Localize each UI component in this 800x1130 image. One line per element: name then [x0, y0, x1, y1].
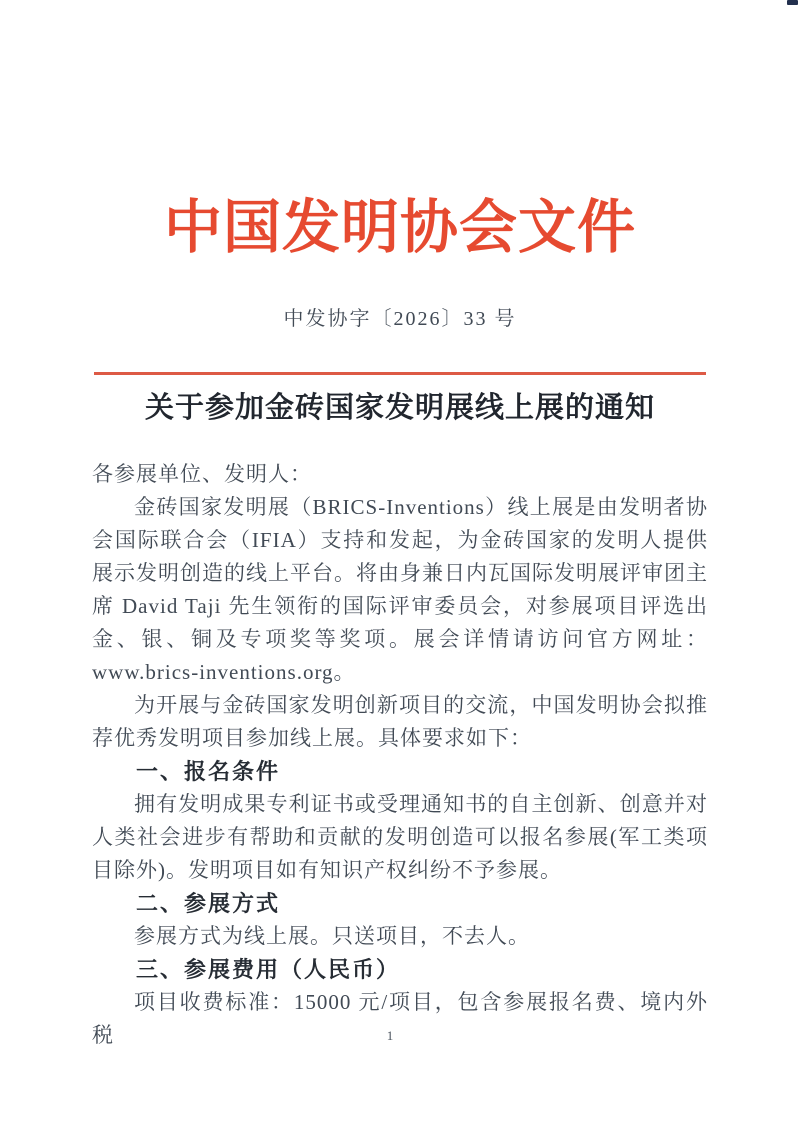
paragraph-section-2: 参展方式为线上展。只送项目，不去人。 [134, 924, 530, 948]
document-number: 中发协字〔2026〕33 号 [283, 308, 517, 330]
paragraph-intro: 金砖国家发明展（BRICS-Inventions）线上展是由发明者协会国际联合会（IFIA）支持和发起，为金砖国家的发明人提供展示发明创造的线上平台。将由身兼日内瓦国际发明展评审团主席 David Taji 先生领衔的国际评审委员会，对参展项目评选出金、银、铜及专项奖等奖项。展会详情请访问官方网址：www.brics-inventions.org。 [92, 495, 708, 684]
paragraph-section-3: 项目收费标准：15000 元/项目，包含参展报名费、境内外税 [92, 990, 708, 1047]
section-heading-1: 一、报名条件 [136, 759, 281, 784]
page-number: 1 [386, 1028, 394, 1043]
salutation: 各参展单位、发明人： [92, 462, 312, 486]
red-divider-rule [94, 372, 706, 375]
notice-body [92, 458, 708, 1052]
letterhead-title: 中国发明协会文件 [163, 195, 636, 260]
section-heading-2: 二、参展方式 [136, 891, 281, 916]
paragraph-section-1: 拥有发明成果专利证书或受理通知书的自主创新、创意并对人类社会进步有帮助和贡献的发明创造可以报名参展(军工类项目除外)。发明项目如有知识产权纠纷不予参展。 [92, 792, 708, 882]
scan-corner-mark [787, 0, 798, 5]
notice-title: 关于参加金砖国家发明展线上展的通知 [144, 392, 655, 424]
paragraph-purpose: 为开展与金砖国家发明创新项目的交流，中国发明协会拟推荐优秀发明项目参加线上展。具体要求如下： [92, 693, 708, 750]
section-heading-3: 三、参展费用（人民币） [136, 957, 401, 982]
